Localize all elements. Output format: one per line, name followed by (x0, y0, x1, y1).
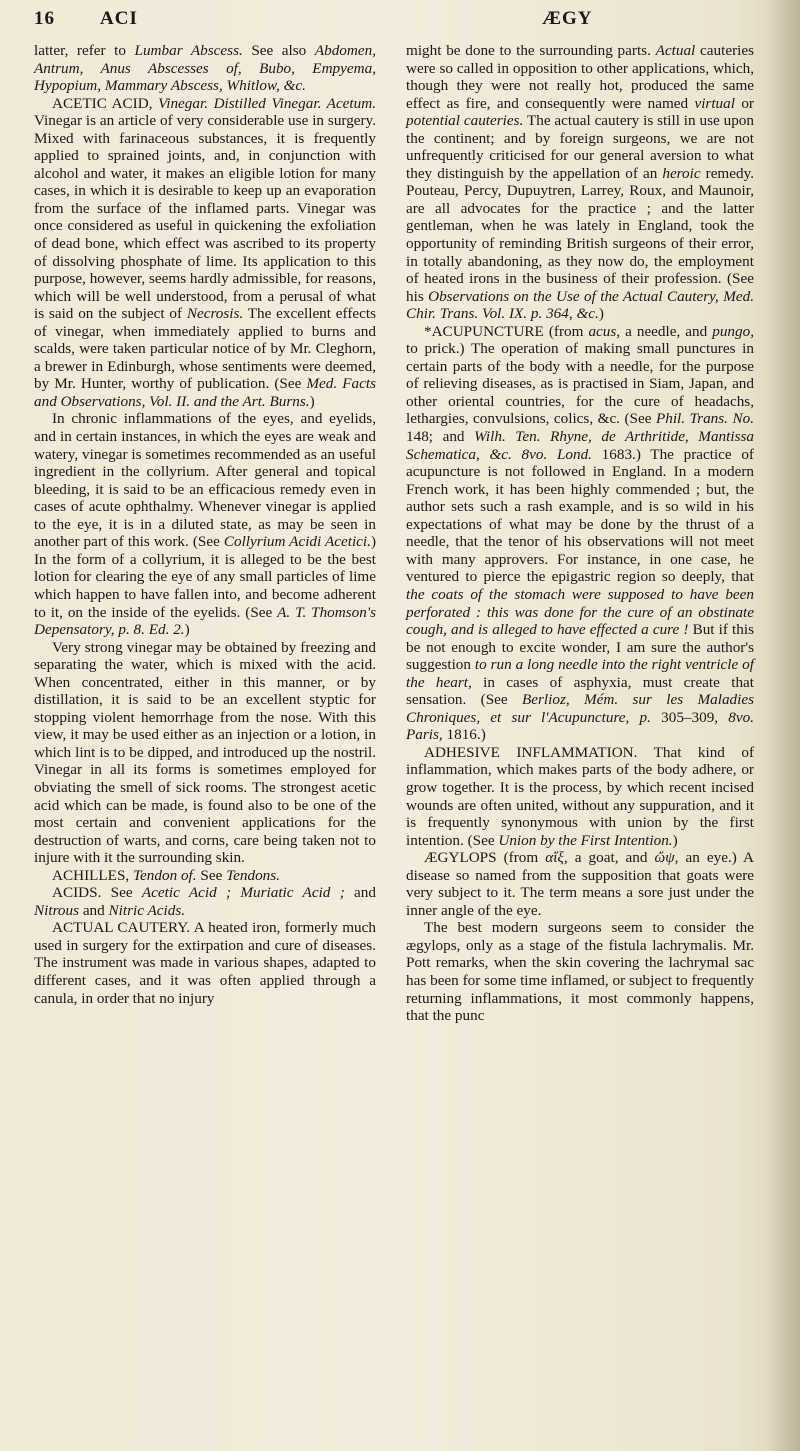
entry-actual-cautery (34, 919, 376, 1007)
italic-text: heroic (662, 164, 701, 182)
text-run: ) In the form of a collyrium, it is alleged to be the best lotion for clearing the eye of any small particles of lime which happen to have fallen into, and become adherent to it, on the inside of the eyelids. (See (34, 533, 376, 621)
entry-aegylops (406, 849, 754, 919)
italic-text: virtual (694, 94, 735, 112)
page-edge-shadow (766, 0, 800, 1451)
italic-text: Lumbar Abscess. (134, 42, 243, 59)
text-run: The actual cautery is still in use upon the continent; and by foreign surgeons, we are not unfrequently criticised for our general aversion to what they distinguish by the appellation of an (406, 112, 754, 182)
right-running-head: ÆGY (542, 8, 593, 29)
entry-acids (34, 884, 376, 919)
text-run: ) (184, 621, 190, 639)
italic-text: Nitric Acids. (108, 901, 186, 919)
text-run: 1683.) The practice of acupuncture is not followed in England. In a modern French work, it has been highly commended ; but, the author sets such a rash example, and is so wild in his expectations of what may be done by the thrust of a needle, that the tenor of his observations will not meet with many approvers. For instance, in one case, he ventured to pierce the epigastric region so deeply, that (406, 445, 754, 586)
paragraph (406, 919, 754, 1024)
italic-text: Acetic Acid ; Muriatic Acid ; (141, 884, 345, 902)
text-run: ) (672, 831, 678, 849)
left-column (34, 42, 376, 1007)
italic-text: acus, (588, 322, 621, 340)
text-run: The best modern surgeons seem to consider the ægylops, only as a stage of the fistula lachrymalis. Mr. Pott remarks, when the skin covering the lachrymal sac has been for some time inflamed, or subject to frequently returning inflammations, it most commonly happens, that the punc (406, 919, 754, 1025)
italic-text: Vinegar. Distilled Vinegar. Acetum. (158, 94, 377, 112)
text-run: Vinegar is an article of very considerable use in surgery. Mixed with farinaceous substances, it is frequently applied to sprained joints, and, in conjunction with alcohol and water, it makes an eligible lotion for many cases, in which it is desirable to keep up an evaporation from the surface of the inflamed parts. Vinegar was once considered as useful in quickening the exfoliation of dead bone, which effect was ascribed to its property of dissolving phosphate of lime. Its application to this purpose, however, seems hardly admissible, for reasons, which will be well understood, from a perusal of what is said on the subject of (34, 112, 376, 323)
text-run: latter, refer to (34, 42, 135, 59)
text-run: ACHILLES, (52, 866, 133, 884)
italic-text: Necrosis. (186, 305, 244, 323)
italic-text: Tendon of. (133, 866, 197, 884)
italic-text: Union by the First Intention. (498, 831, 673, 849)
paragraph (34, 410, 376, 638)
right-column (406, 42, 754, 1025)
text-run: remedy. Pouteau, Percy, Dupuytren, Larrey, Roux, and Maunoir, are all advocates for the practice ; and the latter gentleman, when he was lately in England, took the opportunity of reminding British surgeons of their error, in totally abandoning, as they now do, the employment of heated irons in the business of their profession. (See his (406, 164, 754, 305)
text-run: Very strong vinegar may be obtained by freezing and separating the water, which is mixed with the acid. When concentrated, either in this manner, or by distillation, it is said to be an excellent styptic for stopping violent hemorrhage from the nose. With this view, it may be used either as an injection or a lotion, in which lint is to be dipped, and introduced up the nostril. Vinegar in all its forms is sometimes employed for obviating the smell of sick rooms. The strongest acetic acid which can be made, is found also to be one of the most certain and convenient applications for the destruction of warts, and corns, care being taken not to injure with it the surrounding skin. (34, 638, 376, 867)
italic-text: αἴξ, (545, 849, 568, 867)
entry-acupuncture (406, 323, 754, 744)
page-number: 16 (34, 8, 55, 29)
italic-text: the coats of the stomach were supposed to have been perforated : this was done for the cure of an obstinate cough, and is alleged to have effected a cure ! (406, 585, 754, 639)
italic-text: Collyrium Acidi Acetici. (223, 533, 371, 551)
italic-text: Actual (655, 42, 696, 59)
text-run: ) (309, 392, 315, 410)
text-run: an eye.) A disease so named from the supposition that goats were very subject to it. The term means a sore just under the inner angle of the eye. (406, 849, 754, 919)
text-run: or (734, 94, 754, 112)
text-run: But if this be not enough to excite wonder, I am sure the author's suggestion (406, 621, 754, 674)
text-run: in cases of asphyxia, must create that sensation. (See (406, 673, 755, 709)
paragraph (34, 639, 376, 867)
italic-text: Nitrous (34, 901, 80, 919)
text-run: 148; and (406, 428, 475, 446)
text-run: to prick.) The operation of making small punctures in certain parts of the body with a needle, for the purpose of relieving diseases, as is practised in Siam, Japan, and other oriental countries, for the cure of headachs, lethargies, convulsions, colics, &c. (See (406, 340, 754, 428)
text-run: ) (598, 305, 604, 323)
left-running-head: ACI (100, 8, 138, 29)
italic-text: 8vo. Paris, (406, 708, 754, 744)
italic-text: Med. Facts and Observations, Vol. II. and the Art. Burns. (34, 375, 377, 410)
text-run: cauteries were so called in opposition to other applications, which, though they were not really hot, produced the same effect as fire, and consequently were named (406, 42, 754, 112)
paragraph (406, 42, 754, 323)
text-run: a needle, and (620, 322, 713, 340)
text-run: *ACUPUNCTURE (from (424, 322, 589, 340)
text-run: and (344, 884, 376, 902)
text-run: ÆGYLOPS (from (424, 849, 546, 867)
entry-adhesive-inflammation (406, 744, 754, 849)
italic-text: pungo, (712, 322, 754, 340)
text-run: See (196, 866, 227, 884)
italic-text: A. T. Thomson's Depensatory, p. 8. Ed. 2. (34, 603, 376, 639)
italic-text: to run a long needle into the right ventricle of the heart, (406, 656, 754, 691)
text-run: The excellent effects of vinegar, when immediately applied to burns and scalds, were taken particular notice of by Mr. Cleghorn, a brewer in Edinburgh, whose sentiments were deemed, by Mr. Hunter, worthy of publication. (See (34, 305, 376, 393)
italic-text: ὤψ, (654, 849, 679, 867)
italic-text: Abdomen, Antrum, Anus Abscesses of, Bubo, Empyema, Hypopium, Mammary Abscess, Whitlow, &c. (34, 42, 376, 95)
text-run: and (79, 901, 109, 919)
entry-achilles (34, 867, 376, 885)
italic-text: Berlioz, Mém. sur les Maladies Chroniques, et sur l'Acupuncture, p. (406, 691, 754, 726)
text-run: ACIDS. See (52, 884, 142, 902)
text-run: In chronic inflammations of the eyes, and eyelids, and in certain instances, in which the eyes are weak and watery, vinegar is sometimes recommended as an useful ingredient in the collyrium. After general and topical bleeding, it is said to be an efficacious remedy even in cases of acute ophthalmy. Whenever vinegar is applied to the eye, it is in a diluted state, as may be seen in another part of this work. (See (34, 410, 376, 551)
text-run: ACTUAL CAUTERY. A heated iron, formerly much used in surgery for the extirpation and cure of diseases. The instrument was made in various shapes, adapted to different cases, and it was often applied through a canula, in order that no injury (34, 919, 376, 1007)
italic-text: Phil. Trans. No. (655, 410, 755, 428)
running-header (20, 6, 760, 32)
italic-text: potential cauteries. (406, 112, 524, 130)
paragraph (34, 42, 376, 95)
entry-acetic-acid (34, 95, 376, 411)
text-run: 305–309, (650, 708, 729, 726)
text-run: might be done to the surrounding parts. (406, 42, 656, 59)
text-run: 1816.) (442, 726, 486, 744)
text-run: a goat, and (567, 849, 655, 867)
text-run: ADHESIVE INFLAMMATION. That kind of inflammation, which makes parts of the body adhere, or grow together. It is the process, by which recent incised wounds are often united, without any suppuration, and it is frequently synonymous with union by the first intention. (See (406, 743, 754, 849)
italic-text: Wilh. Ten. Rhyne, de Arthritide, Mantissa Schematica, &c. 8vo. Lond. (406, 428, 754, 463)
italic-text: Observations on the Use of the Actual Cautery, Med. Chir. Trans. Vol. IX. p. 364, &c. (406, 287, 755, 323)
italic-text: Tendons. (226, 866, 280, 884)
text-run: ACETIC ACID, (52, 94, 159, 112)
text-run: See also (242, 42, 315, 59)
